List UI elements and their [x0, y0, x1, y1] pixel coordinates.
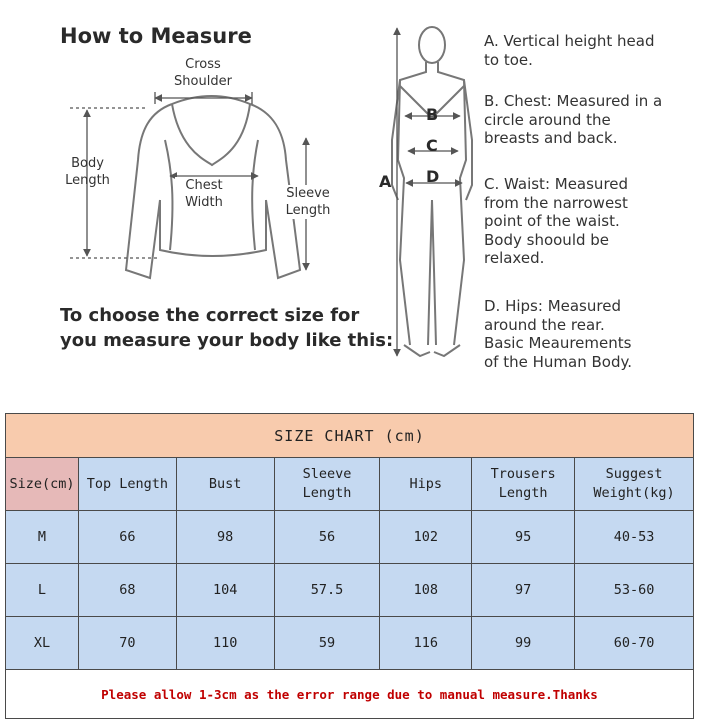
- trousers-length-cell: 97: [472, 564, 575, 617]
- header-size: Size(cm): [6, 458, 79, 511]
- body-length-label: Body Length: [65, 156, 110, 188]
- sleeve-length-cell: 56: [274, 511, 380, 564]
- header-trousers-length: Trousers Length: [472, 458, 575, 511]
- header-hips: Hips: [380, 458, 472, 511]
- hips-cell: 102: [380, 511, 472, 564]
- chest-width-label: Chest Width: [175, 177, 233, 211]
- hips-cell: 108: [380, 564, 472, 617]
- header-top-length: Top Length: [78, 458, 176, 511]
- table-row: [6, 511, 694, 564]
- trousers-length-cell: 99: [472, 617, 575, 670]
- guide-title: How to Measure: [60, 24, 252, 48]
- size-cell: XL: [6, 617, 79, 670]
- chart-note-row: [6, 670, 694, 719]
- bust-cell: 104: [176, 564, 274, 617]
- desc-d: D. Hips: Measured around the rear. Basic Meaurements of the Human Body.: [484, 297, 632, 371]
- table-row: [6, 617, 694, 670]
- size-cell: M: [6, 511, 79, 564]
- table-row: [6, 564, 694, 617]
- sleeve-length-cell: 57.5: [274, 564, 380, 617]
- bust-cell: 98: [176, 511, 274, 564]
- chart-title-row: [6, 414, 694, 458]
- size-chart-table: [5, 413, 694, 719]
- chart-header-row: [6, 458, 694, 511]
- cross-shoulder-label: Cross Shoulder: [174, 57, 232, 89]
- header-bust: Bust: [176, 458, 274, 511]
- suggest-weight-cell: 40-53: [575, 511, 694, 564]
- chart-title: SIZE CHART (cm): [6, 414, 694, 458]
- sleeve-length-label: Sleeve Length: [280, 185, 336, 219]
- body-figure: [392, 27, 472, 356]
- header-sleeve-length: Sleeve Length: [274, 458, 380, 511]
- suggest-weight-cell: 53-60: [575, 564, 694, 617]
- error-range-note: Please allow 1-3cm as the error range due to manual measure.Thanks: [6, 670, 694, 719]
- letter-b: B: [426, 105, 439, 124]
- bust-cell: 110: [176, 617, 274, 670]
- top-length-cell: 66: [78, 511, 176, 564]
- letter-d: D: [426, 167, 440, 186]
- guide-headline: To choose the correct size for you measure your body like this:: [60, 305, 394, 351]
- desc-a: A. Vertical height head to toe.: [484, 32, 655, 69]
- sleeve-length-cell: 59: [274, 617, 380, 670]
- letter-c: C: [426, 136, 438, 155]
- desc-b: B. Chest: Measured in a circle around the breasts and back.: [484, 92, 663, 147]
- header-suggest-weight: Suggest Weight(kg): [575, 458, 694, 511]
- letter-a: A: [379, 172, 392, 191]
- suggest-weight-cell: 60-70: [575, 617, 694, 670]
- size-cell: L: [6, 564, 79, 617]
- top-length-cell: 68: [78, 564, 176, 617]
- desc-c: C. Waist: Measured from the narrowest point of the waist. Body shoould be relaxed.: [484, 175, 629, 267]
- top-length-cell: 70: [78, 617, 176, 670]
- trousers-length-cell: 95: [472, 511, 575, 564]
- hips-cell: 116: [380, 617, 472, 670]
